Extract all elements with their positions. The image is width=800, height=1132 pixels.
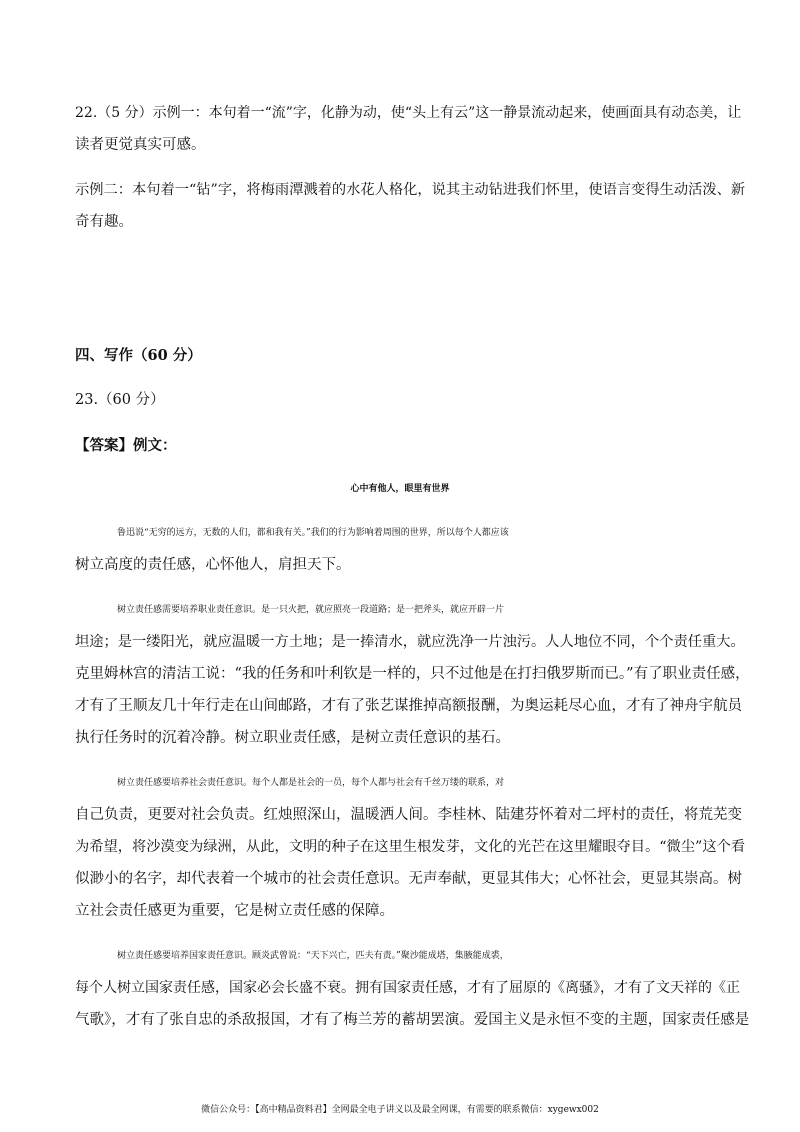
essay-p3-line-4: 似渺小的名字，却代表着一个城市的社会责任意识。无声奉献，更显其伟大；心怀社会，更显其崇高。树 xyxy=(75,871,742,887)
essay-p3-line-3: 为希望，将沙漠变为绿洲，从此，文明的种子在这里生根发芽，文化的光芒在这里耀眼夺目。“微尘”这个看 xyxy=(75,839,746,855)
q22-line-1: 22.（5 分）示例一：本句着一“流”字，化静为动，使“头上有云”这一静景流动起来，使画面具有动态美，让 xyxy=(75,105,742,121)
essay-p1-line-1: 鲁迅说“无穷的远方，无数的人们，都和我有关。”我们的行为影响着周围的世界，所以每个人都应该 xyxy=(117,528,509,538)
essay-p4-line-2: 每个人树立国家责任感，国家必会长盛不衰。拥有国家责任感，才有了屈原的《离骚》，才有了文天祥的《正 xyxy=(75,980,740,996)
essay-p4-line-1: 树立责任感要培养国家责任意识。顾炎武曾说：“天下兴亡，匹夫有责。”聚沙能成塔，集腋能成裘， xyxy=(117,951,509,961)
section-heading: 四、写作（60 分） xyxy=(75,347,202,364)
essay-p2-line-5: 执行任务时的沉着冷静。树立职业责任感，是树立责任意识的基石。 xyxy=(75,730,510,746)
essay-p2-line-4: 才有了王顺友几十年行走在山间邮路，才有了张艺谋推掉高额报酬，为奥运耗尽心血，才有了神舟宇航员 xyxy=(75,698,742,714)
essay-p3-line-1: 树立责任感要培养社会责任意识。每个人都是社会的一员，每个人都与社会有千丝万缕的联系，对 xyxy=(117,778,505,788)
essay-p2-line-1: 树立责任感需要培养职业责任意识。是一只火把，就应照亮一段道路；是一把斧头，就应开辟一片 xyxy=(117,605,505,615)
essay-p2-line-3: 克里姆林宫的清洁工说：“我的任务和叶利钦是一样的，只不过他是在打扫俄罗斯而已。”有了职业责任感， xyxy=(75,666,750,682)
answer-label: 【答案】例文： xyxy=(75,437,177,454)
essay-p3-line-5: 立社会责任感更为重要，它是树立责任感的保障。 xyxy=(75,903,394,919)
essay-title: 心中有他人，眼里有世界 xyxy=(350,484,450,494)
essay-p1-line-2: 树立高度的责任感，心怀他人，肩担天下。 xyxy=(75,557,351,573)
footer-watermark: 微信公众号：【高中精品资料君】全网最全电子讲义以及最全网课，有需要的联系微信：xygewx002 xyxy=(201,1105,599,1115)
essay-p2-line-2: 坦途；是一缕阳光，就应温暖一方土地；是一捧清水，就应洗净一片浊污。人人地位不同，个个责任重大。 xyxy=(75,634,745,650)
q22-line-3: 示例二：本句着一“钻”字，将梅雨潭溅着的水花人格化，说其主动钻进我们怀里，使语言变得生动活泼、新 xyxy=(75,182,746,198)
question-23-label: 23.（60 分） xyxy=(75,392,165,408)
q22-line-2: 读者更觉真实可感。 xyxy=(75,137,206,153)
essay-p4-line-3: 气歌》，才有了张自忠的杀敌报国，才有了梅兰芳的蓄胡罢演。爱国主义是永恒不变的主题，国家责任感是 xyxy=(75,1012,750,1028)
q22-line-4: 奇有趣。 xyxy=(75,214,133,230)
essay-p3-line-2: 自己负责，更要对社会负责。红烛照深山，温暖洒人间。李桂林、陆建芬怀着对二坪村的责任，将荒芜变 xyxy=(75,807,742,823)
